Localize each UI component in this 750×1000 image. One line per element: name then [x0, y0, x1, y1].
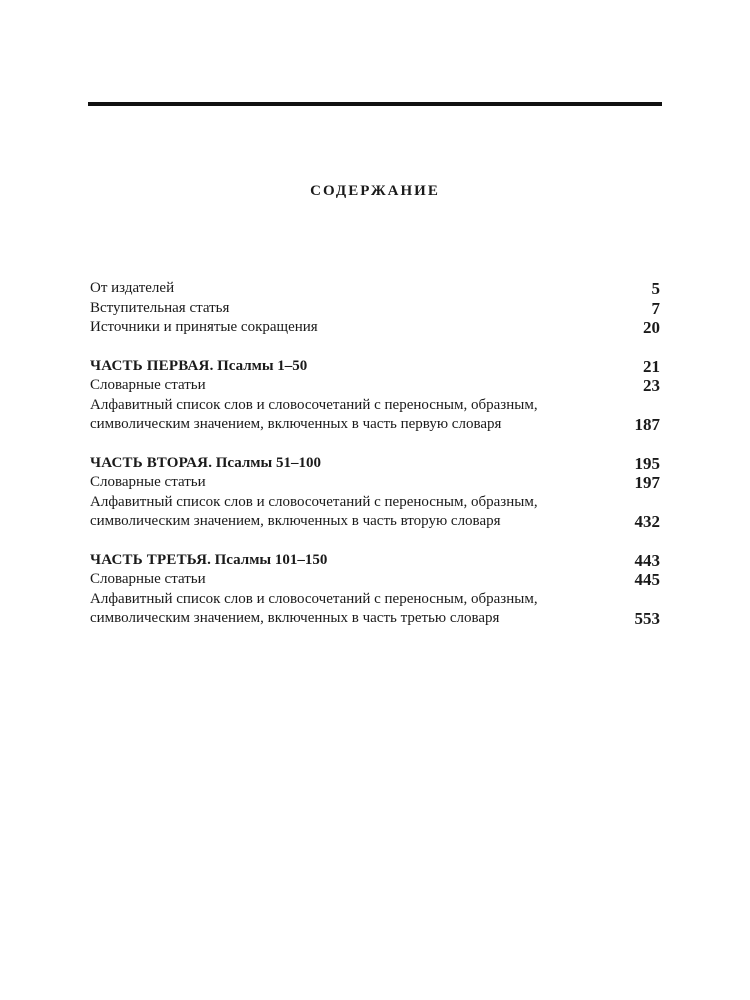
- toc-entry-label: [90, 396, 623, 435]
- toc-entry-articles[interactable]: [90, 570, 660, 590]
- toc-entry-index[interactable]: [90, 396, 660, 435]
- part-heading-rest: . Псалмы 1–50: [209, 357, 308, 374]
- part-heading: [90, 551, 623, 571]
- toc-entry-label-line: символическим значением, включенных в часть первую словаря: [90, 416, 502, 432]
- part-three-group: [90, 551, 660, 629]
- toc-entry-page: 23: [643, 376, 660, 395]
- toc-entry-label: [90, 590, 623, 629]
- toc-entry-page: 445: [634, 570, 660, 589]
- part-heading-caps: ЧАСТЬ ПЕРВАЯ: [90, 357, 210, 374]
- toc-entry-index[interactable]: [90, 590, 660, 629]
- toc-entry-page: 553: [634, 609, 660, 628]
- toc-entry-publishers[interactable]: [90, 279, 660, 299]
- part-heading-caps: ЧАСТЬ ТРЕТЬЯ: [90, 551, 208, 568]
- toc-entry-page: 20: [643, 318, 660, 337]
- part-heading-rest: . Псалмы 101–150: [207, 551, 328, 568]
- toc-entry-label-line: Алфавитный список слов и словосочетаний с переносным, образным,: [90, 493, 538, 510]
- toc-entry-articles[interactable]: [90, 473, 660, 493]
- toc-entry-page: 187: [634, 415, 660, 434]
- toc-entry-label: От издателей: [90, 280, 175, 296]
- toc-entry-introduction[interactable]: [90, 299, 660, 319]
- toc-entry-label: Словарные статьи: [90, 474, 206, 490]
- toc-entry-label-line: символическим значением, включенных в часть третью словаря: [90, 610, 500, 626]
- toc-entry-page: 432: [634, 512, 660, 531]
- toc-entry-label: Словарные статьи: [90, 571, 206, 587]
- top-rule: [88, 102, 662, 106]
- part-one-group: [90, 357, 660, 435]
- toc-entry-label: [90, 493, 623, 532]
- toc-entry-label: Словарные статьи: [90, 377, 206, 393]
- page-title: СОДЕРЖАНИЕ: [310, 183, 440, 199]
- toc-entry-page: 7: [651, 298, 660, 318]
- toc-entry-label: Вступительная статья: [90, 299, 230, 316]
- toc-entry-index[interactable]: [90, 493, 660, 532]
- part-heading: [90, 454, 623, 474]
- toc-entry-label: Источники и принятые сокращения: [90, 319, 318, 335]
- toc-entry-page: 195: [634, 453, 660, 473]
- toc-entry-page: 443: [634, 550, 660, 570]
- table-of-contents: [90, 279, 660, 629]
- toc-entry-label-line: Алфавитный список слов и словосочетаний с переносным, образным,: [90, 590, 538, 607]
- toc-entry-part-three[interactable]: [90, 551, 660, 571]
- part-heading-rest: . Псалмы 51–100: [208, 454, 321, 471]
- toc-entry-sources[interactable]: [90, 318, 660, 338]
- toc-entry-part-one[interactable]: [90, 357, 660, 377]
- toc-entry-page: 197: [634, 473, 660, 492]
- toc-entry-page: 21: [643, 356, 660, 376]
- toc-entry-label-line: символическим значением, включенных в часть вторую словаря: [90, 513, 501, 529]
- part-two-group: [90, 454, 660, 532]
- front-matter-group: [90, 279, 660, 338]
- toc-entry-part-two[interactable]: [90, 454, 660, 474]
- toc-entry-label-line: Алфавитный список слов и словосочетаний с переносным, образным,: [90, 396, 538, 413]
- part-heading-caps: ЧАСТЬ ВТОРАЯ: [90, 454, 209, 471]
- toc-entry-page: 5: [651, 279, 660, 298]
- part-heading: [90, 357, 631, 377]
- toc-entry-articles[interactable]: [90, 376, 660, 396]
